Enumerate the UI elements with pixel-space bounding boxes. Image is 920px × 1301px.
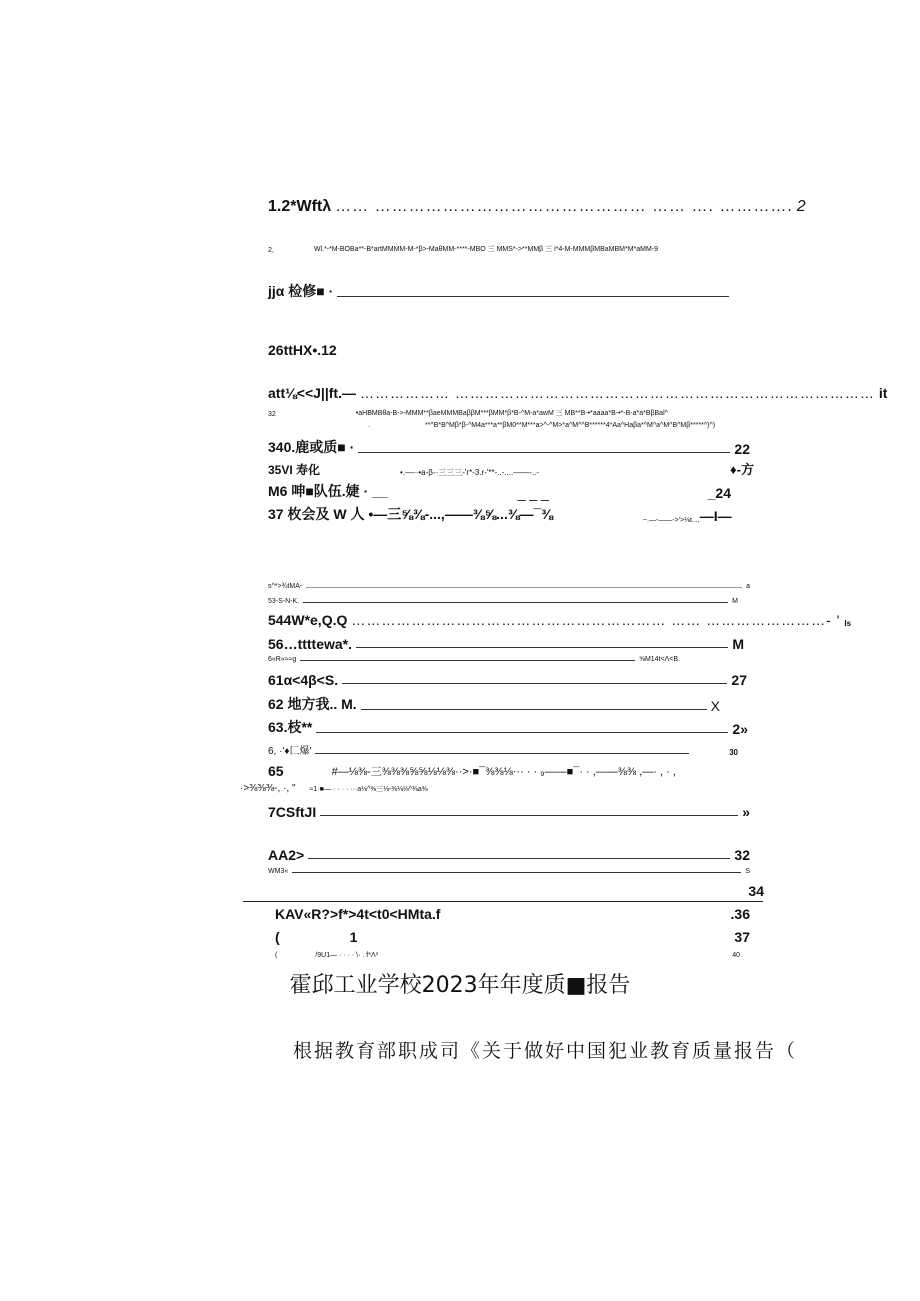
toc-label: 62 地方我.. M. [268, 696, 357, 712]
toc-page: S [745, 868, 750, 875]
toc-row [268, 437, 750, 457]
toc-row [268, 583, 750, 590]
toc-label: 2, [268, 247, 274, 254]
toc-label: 1.2*Wftλ [268, 198, 332, 215]
toc-leader [292, 872, 741, 873]
section-divider [243, 901, 763, 902]
toc-row [268, 804, 750, 820]
toc-row [268, 672, 747, 688]
toc-page: 37 [734, 929, 750, 945]
toc-label: 37 枚会及 W 人 •—三⅝⅜-...,——⅜⅝...⅜—¯⅜ [268, 506, 553, 522]
toc-row [268, 408, 738, 418]
toc-leader [316, 732, 728, 733]
toc-leader [306, 587, 742, 588]
toc-leader [361, 709, 707, 710]
toc-page: X [710, 698, 720, 714]
toc-row [275, 906, 750, 922]
toc-label: 7CSftJI [268, 804, 317, 820]
toc-row [268, 459, 754, 478]
toc-row [268, 481, 731, 501]
toc-label: ·>⅜⅜⅜-, ·, " [240, 783, 296, 794]
toc-label: M6 呻■队伍.婕 · __ [268, 483, 388, 499]
toc-row [268, 342, 337, 358]
toc-label: jjα 检修■ · [268, 283, 334, 299]
toc-label: . [368, 422, 370, 429]
toc-label: KAV«R?>f*>4t<t0<HMta.f [275, 906, 441, 922]
toc-leader [356, 647, 728, 648]
toc-label: att⅛<<J||ft.— [268, 385, 356, 401]
toc-label: 6, ·'♦匚爆' [268, 746, 312, 757]
toc-row [268, 717, 748, 737]
toc-page: ⅝M14t<Λ<B. [639, 656, 680, 663]
toc-page: 40 [732, 952, 740, 959]
toc-row [268, 612, 852, 628]
toc-page: 34 [748, 883, 764, 899]
toc-row [275, 952, 740, 959]
toc-page: a [746, 583, 750, 590]
toc-page: 2 [796, 198, 806, 215]
report-title: 霍邱工业学校2023年年度质■报告 [289, 973, 631, 998]
toc-page: 2» [732, 721, 748, 737]
toc-row [240, 783, 500, 794]
toc-row [268, 656, 680, 663]
toc-row [268, 281, 733, 301]
toc-row [268, 763, 760, 779]
toc-label: 35VI 寿化 [268, 463, 321, 477]
toc-text: •aHBMBθa-B->-MMM**βaeMMMBaββM***βMM*β*B-^M-a*awM 三 MB**B-•*aaaa*B-•*-B-a*a*BβBal^ [355, 410, 668, 417]
toc-label: 56…ttttewa*. [268, 636, 353, 652]
toc-row [700, 883, 764, 899]
toc-label: WM3« [268, 868, 289, 875]
toc-text: /9U1— · · · · \· . f*Λ³ [315, 952, 378, 959]
toc-page: ♦-方 [730, 462, 754, 477]
toc-row [268, 244, 688, 254]
toc-row [275, 929, 750, 945]
toc-leader [315, 753, 689, 754]
toc-label: 544W*e,Q.Q [268, 612, 348, 628]
toc-leader [308, 858, 730, 859]
toc-text: #—⅛⅜-三⅜⅜⅜⅝⅝⅛⅛⅜··>·■¯⅜⅜⅛··· · · ₉——■¯· · ,——⅜⅜ ,—· , · , [331, 766, 676, 778]
toc-page: M [732, 598, 738, 605]
toc-label: 65 [268, 763, 284, 779]
toc-page: it [878, 385, 888, 401]
toc-page: 32 [734, 847, 750, 863]
toc-label: 6«R«≈≈g [268, 656, 297, 663]
toc-leader [342, 683, 727, 684]
toc-row [268, 694, 720, 714]
toc-row [268, 198, 806, 216]
toc-row [268, 742, 738, 757]
toc-leader: …… ………………………………………… …… …. …………. [335, 198, 793, 215]
toc-label: 26ttHX•.12 [268, 342, 337, 358]
toc-leader [300, 660, 635, 661]
toc-page: .36 [730, 906, 750, 922]
toc-page: Is [844, 619, 852, 628]
toc-text: 1 [349, 929, 358, 945]
toc-row [268, 868, 750, 875]
toc-text: **^B*B^Mβ*β-^M4a***a**βM0**M***a>^-^M>*a^M^^B******4*Aa^Haβa*^M^a^M^B^Mβ*****^)^) [424, 422, 716, 429]
toc-label: AA2> [268, 847, 305, 863]
toc-leader [337, 296, 729, 297]
toc-text: Wl.*-*M-BOBa**-B*artMMMM-M-*β>-MaθMM-****-MBO 三 MMS*->**MMβ 三 i*4-M-MMMβMBaMBM*M*aMM-9 [313, 246, 659, 253]
toc-label: ( [275, 952, 278, 959]
toc-row [268, 504, 732, 524]
toc-row [368, 422, 768, 429]
toc-row [268, 385, 888, 401]
toc-label: ( [275, 929, 280, 945]
toc-page: 27 [731, 672, 747, 688]
toc-row [268, 598, 738, 605]
toc-leader: ……………… ………………………………………………………………………… [359, 385, 875, 401]
toc-row [268, 636, 744, 652]
toc-label: 61α<4β<S. [268, 672, 339, 688]
toc-text: •.—-·•a-β-·三三三-'r*-3.r-'**-..-....——-..- [400, 468, 540, 477]
toc-label: s^*>¾tMA- [268, 583, 303, 590]
toc-leader: ……………………………………………………… …… ……………………- ' [351, 612, 841, 628]
toc-label: 340.鹿或质■ · [268, 439, 355, 455]
toc-leader [358, 452, 730, 453]
toc-text: _ _ _ [517, 485, 549, 501]
toc-page: » [742, 804, 750, 820]
toc-leader [303, 602, 728, 603]
toc-label: 63.枝** [268, 719, 313, 735]
toc-text: ≈1·■—·· · · · ···a⅛^⅜三⅛-⅜⅛⅛^⅜a⅜ [309, 786, 428, 793]
toc-page: —I— [699, 508, 732, 524]
toc-leader [320, 815, 738, 816]
toc-page: 30 [729, 748, 738, 757]
toc-page: _24 [707, 485, 731, 501]
intro-paragraph: 根据教育部职成司《关于做好中国犯业教育质量报告（ [293, 1040, 798, 1062]
toc-page: M [732, 636, 744, 652]
toc-page: 22 [734, 441, 750, 457]
toc-text: ~.—-——->'>⅛t..., [642, 517, 700, 524]
toc-label: 32 [268, 411, 276, 418]
toc-label: 53-S-N-K. [268, 598, 300, 605]
toc-row [268, 847, 750, 863]
